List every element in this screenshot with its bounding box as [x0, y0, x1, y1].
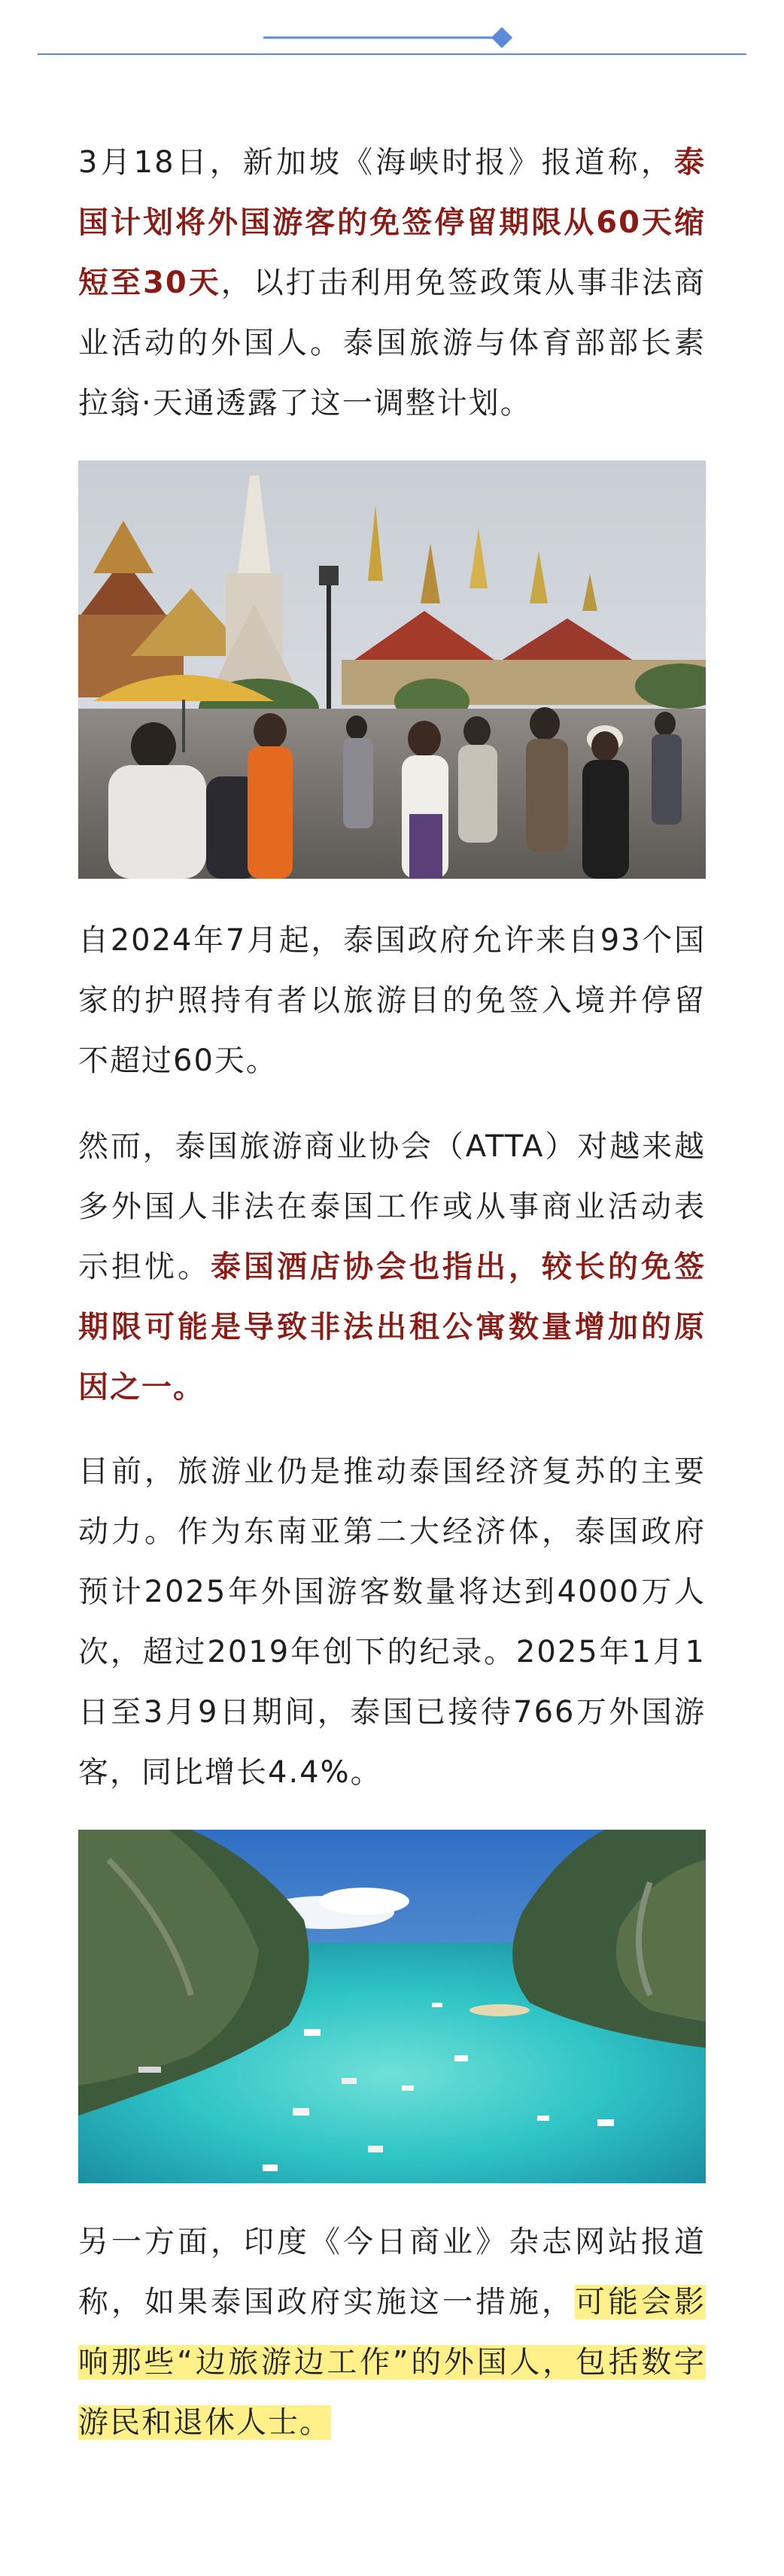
- para1-tail: ，以打击利用免签政策从事非法商业活动的外国人。泰国旅游与体育部部长素拉翁·天通透露了这一调整计划。: [78, 266, 707, 421]
- para1-highlight: 泰国计划将外国游客的免签停留期限从60天缩短至30天: [78, 145, 706, 300]
- para3-highlight: 泰国酒店协会也指出，较长的免签期限可能是导致非法出租公寓数量增加的原因之一。: [78, 1250, 706, 1405]
- paragraph-2: [78, 910, 706, 1091]
- para2-text: 自2024年7月起，泰国政府允许来自93个国家的护照持有者以旅游目的免签入境并停留不超过60天。: [78, 923, 706, 1078]
- para5-lead: 另一方面，印度《今日商业》杂志网站报道称，如果泰国政府实施这一措施，: [78, 2225, 706, 2319]
- paragraph-3: [78, 1116, 706, 1417]
- para5-highlight: 可能会影响那些“边旅游边工作”的外国人，包括数字游民和退休人士。: [78, 2285, 706, 2440]
- tropical-bay-image: [78, 1830, 706, 2183]
- photo-tropical-bay: [78, 1830, 706, 2183]
- para3-lead: 然而，泰国旅游商业协会（ATTA）对越来越多外国人非法在泰国工作或从事商业活动表示担忧。: [78, 1129, 706, 1284]
- divider-diamond-icon: [491, 27, 512, 48]
- para1-lead: 3月18日，新加坡《海峡时报》报道称，: [78, 145, 674, 180]
- header-divider: [0, 0, 784, 83]
- paragraph-5: [78, 2212, 706, 2453]
- para4-text: 目前，旅游业仍是推动泰国经济复苏的主要动力。作为东南亚第二大经济体，泰国政府预计2025年外国游客数量将达到4000万人次，超过2019年创下的纪录。2025年1月1日至3月9日期间，泰国已接待766万外国游客，同比增长4.4%。: [78, 1454, 706, 1790]
- paragraph-1: [78, 132, 706, 433]
- grand-palace-image: [78, 460, 706, 879]
- paragraph-4: [78, 1441, 706, 1803]
- photo-grand-palace: [78, 460, 706, 879]
